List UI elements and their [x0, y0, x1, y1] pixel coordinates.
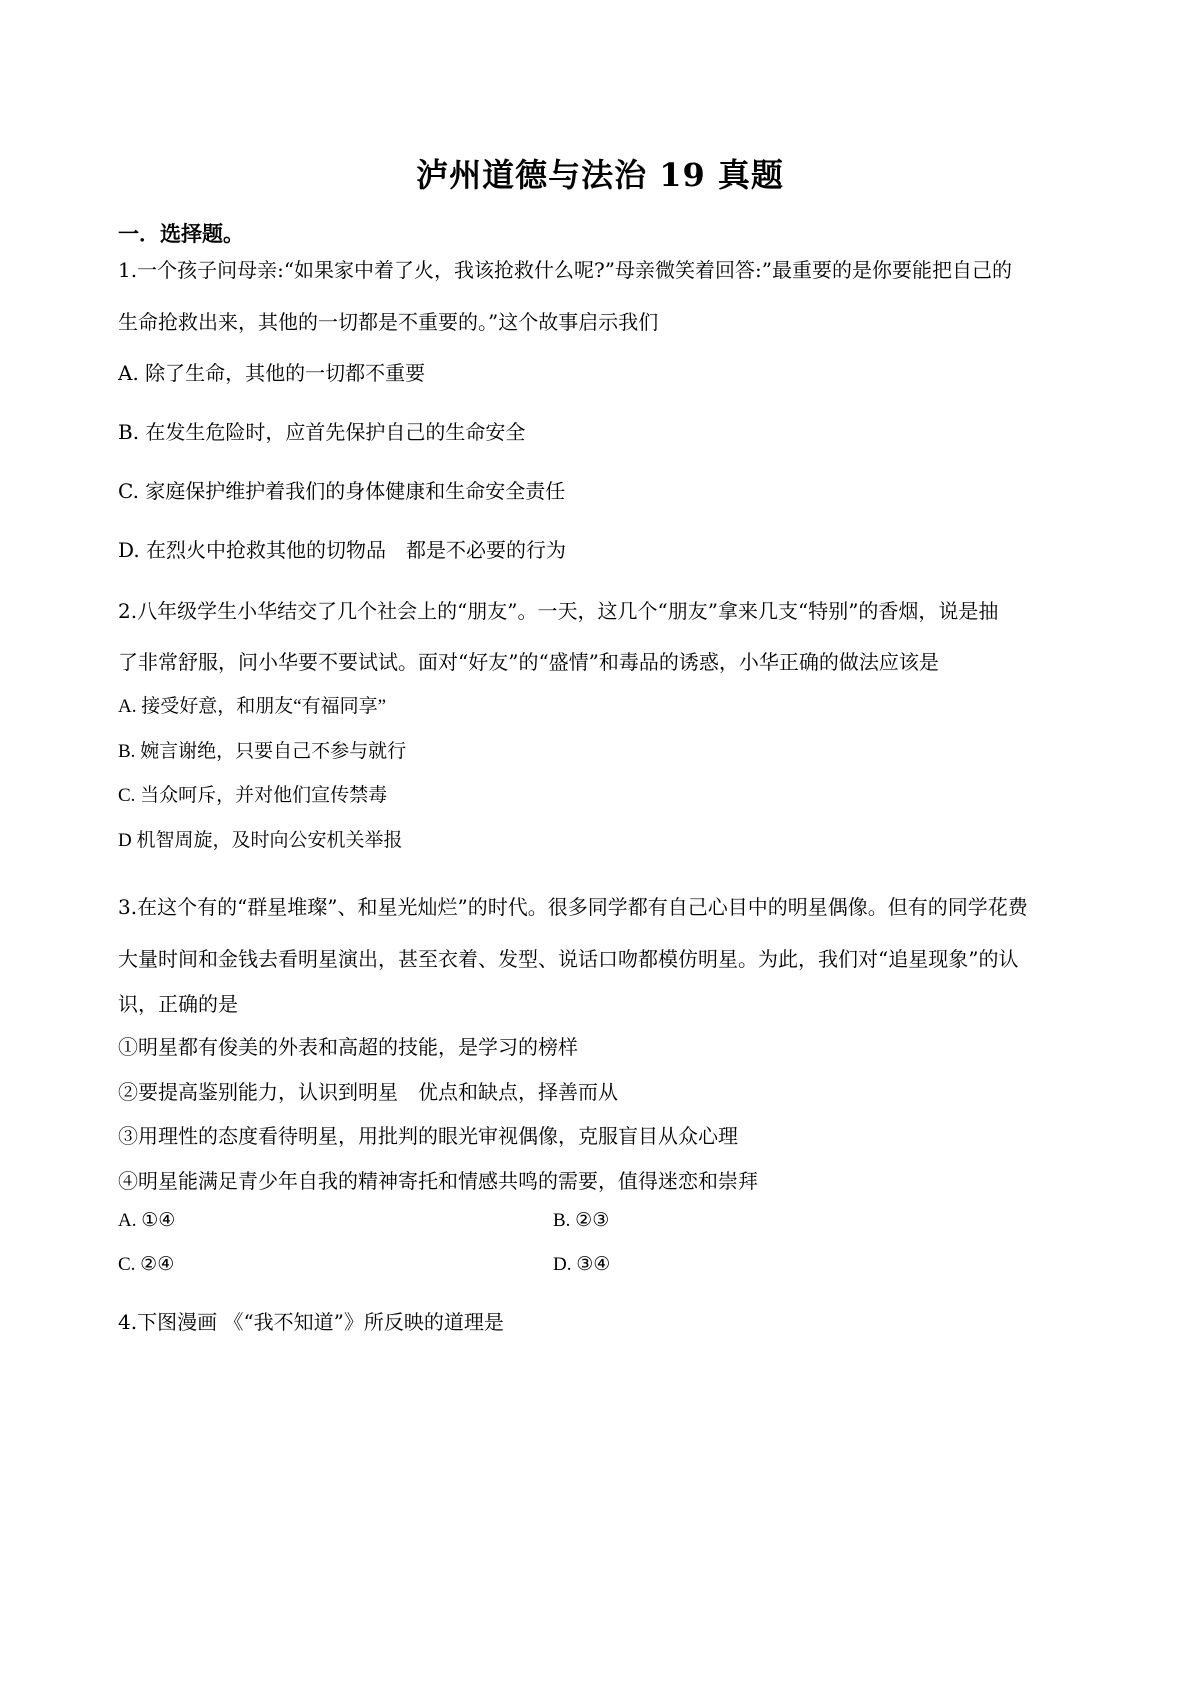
- question-2-line-1: 2.八年级学生小华结交了几个社会上的“朋友”。一天，这几个“朋友”拿来几支“特别”的香烟，说是抽: [118, 599, 999, 623]
- question-1-option-c: C. 家庭保护维护着我们的身体健康和生命安全责任: [118, 479, 566, 503]
- question-4-line-1: 4.下图漫画 《“我不知道”》所反映的道理是: [118, 1310, 504, 1334]
- question-3-statement-2: ②要提高鉴别能力，认识到明星 优点和缺点，择善而从: [118, 1080, 618, 1104]
- question-3-statement-1: ①明星都有俊美的外表和高超的技能，是学习的榜样: [118, 1035, 578, 1059]
- question-1-line-2: 生命抢救出来，其他的一切都是不重要的。”这个故事启示我们: [118, 310, 659, 334]
- question-2-option-a: A. 接受好意，和朋友“有福同享”: [118, 696, 387, 717]
- question-2-option-b: B. 婉言谢绝，只要自己不参与就行: [118, 741, 407, 762]
- question-3-statement-4: ④明星能满足青少年自我的精神寄托和情感共鸣的需要，值得迷恋和崇拜: [118, 1169, 758, 1193]
- question-3-line-2: 大量时间和金钱去看明星演出，甚至衣着、发型、说话口吻都模仿明星。为此，我们对“追星现象”的认: [118, 947, 1019, 971]
- question-2-option-d: D 机智周旋，及时向公安机关举报: [118, 830, 403, 851]
- question-3-option-d: D. ③④: [553, 1254, 611, 1275]
- question-3-option-b: B. ②③: [553, 1210, 610, 1231]
- question-3-option-a: A. ①④: [118, 1210, 176, 1231]
- question-3-line-3: 识，正确的是: [118, 992, 238, 1016]
- section-heading: 一．选择题。: [118, 221, 244, 246]
- question-2-line-2: 了非常舒服，问小华要不要试试。面对“好友”的“盛情”和毒品的诱惑，小华正确的做法应该是: [118, 650, 939, 674]
- question-2-option-c: C. 当众呵斥，并对他们宣传禁毒: [118, 785, 388, 806]
- question-1-option-a: A. 除了生命，其他的一切都不重要: [118, 361, 426, 385]
- question-3-line-1: 3.在这个有的“群星堆璨”、和星光灿烂”的时代。很多同学都有自己心目中的明星偶像。但有的同学花费: [118, 895, 1028, 919]
- question-3-statement-3: ③用理性的态度看待明星，用批判的眼光审视偶像，克服盲目从众心理: [118, 1124, 738, 1148]
- question-3-option-c: C. ②④: [118, 1254, 175, 1275]
- question-1-option-b: B. 在发生危险时，应首先保护自己的生命安全: [118, 420, 526, 444]
- page-title: 泸州道德与法治 19 真题: [416, 156, 784, 194]
- question-1-line-1: 1.一个孩子问母亲:“如果家中着了火，我该抢救什么呢?”母亲微笑着回答:”最重要的是你要能把自己的: [118, 258, 1012, 282]
- question-1-option-d: D. 在烈火中抢救其他的切物品 都是不必要的行为: [118, 538, 567, 562]
